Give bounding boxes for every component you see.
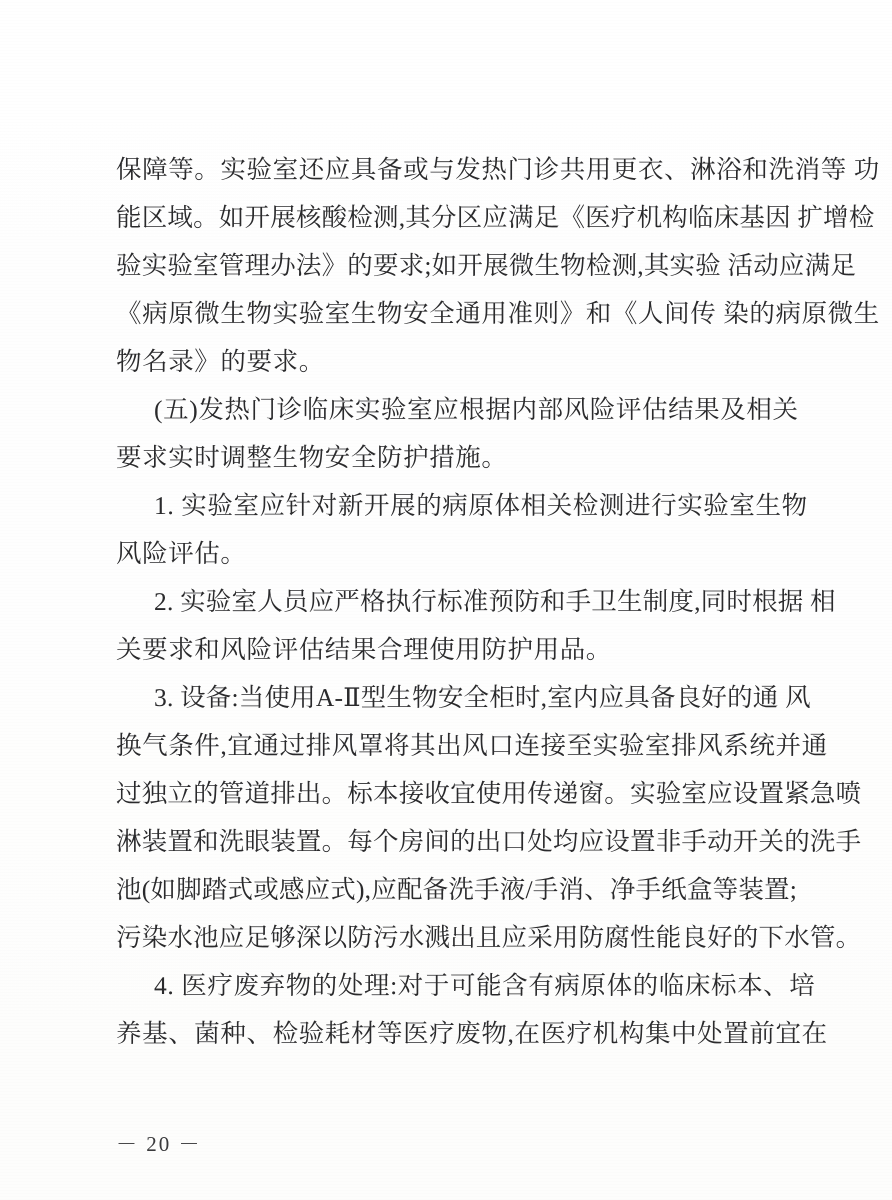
body-line: 2. 实验室人员应严格执行标准预防和手卫生制度,同时根据 相 [154, 587, 836, 616]
page-footer [116, 1128, 792, 1158]
body-line: 要求实时调整生物安全防护措施。 [116, 443, 508, 472]
page-number: － 20 － [116, 1132, 202, 1156]
body-line: 验实验室管理办法》的要求;如开展微生物检测,其实验 活动应满足 [116, 251, 857, 280]
document-body [116, 146, 880, 1058]
body-line: 淋装置和洗眼装置。每个房间的出口处均应设置非手动开关的洗手 [116, 827, 862, 856]
body-line: 污染水池应足够深以防污水溅出且应采用防腐性能良好的下水管。 [116, 923, 862, 952]
body-line: 池(如脚踏式或感应式),应配备洗手液/手消、净手纸盒等装置; [116, 875, 798, 904]
body-line: 《病原微生物实验室生物安全通用准则》和《人间传 染的病原微生 [116, 299, 880, 328]
body-line: 1. 实验室应针对新开展的病原体相关检测进行实验室生物 [154, 491, 808, 520]
body-line: 能区域。如开展核酸检测,其分区应满足《医疗机构临床基因 扩增检 [116, 203, 875, 232]
body-line: 换气条件,宜通过排风罩将其出风口连接至实验室排风系统并通 [116, 731, 828, 760]
body-line: 关要求和风险评估结果合理使用防护用品。 [116, 635, 612, 664]
body-line: 3. 设备:当使用A-Ⅱ型生物安全柜时,室内应具备良好的通 风 [154, 683, 811, 712]
body-line: (五)发热门诊临床实验室应根据内部风险评估结果及相关 [154, 395, 799, 424]
body-line: 物名录》的要求。 [116, 347, 325, 376]
body-line: 风险评估。 [116, 539, 247, 568]
body-line: 过独立的管道排出。标本接收宜使用传递窗。实验室应设置紧急喷 [116, 779, 862, 808]
body-line: 4. 医疗废弃物的处理:对于可能含有病原体的临床标本、培 [154, 971, 816, 1000]
body-line: 养基、菌种、检验耗材等医疗废物,在医疗机构集中处置前宜在 [116, 1019, 828, 1048]
body-line: 保障等。实验室还应具备或与发热门诊共用更衣、淋浴和洗消等 功 [116, 155, 880, 184]
